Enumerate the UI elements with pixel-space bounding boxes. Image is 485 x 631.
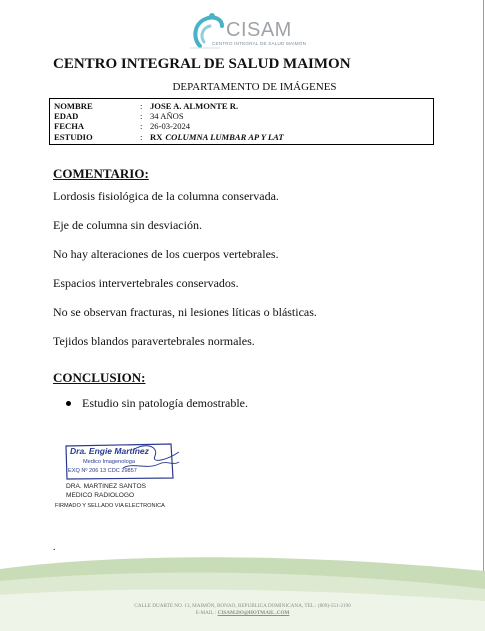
info-row-age [54, 111, 429, 121]
comment-line: No se observan fracturas, ni lesiones líticas o blásticas. [53, 305, 317, 319]
comment-line: Eje de columna sin desviación. [53, 218, 202, 232]
conclusion-text: Estudio sin patología demostrable. [82, 396, 248, 410]
comment-line: Tejidos blandos paravertebrales normales. [53, 334, 255, 348]
info-value: 26-03-2024 [150, 121, 191, 132]
patient-info-box [49, 98, 434, 145]
stamp-role: Medico Imagenologa [83, 459, 135, 465]
footer-email-line [0, 610, 485, 616]
bullet-icon [66, 401, 71, 406]
comment-line: No hay alteraciones de los cuerpos vertebrales. [53, 247, 279, 261]
logo-name: CISAM [226, 19, 292, 41]
footer-email-link[interactable]: CISAM.DO@HOTMAIL .COM [217, 610, 290, 616]
footer-email-label: E-MAIL : [195, 610, 217, 616]
footer-wave-decoration [0, 555, 485, 631]
conclusion-list-item [66, 396, 248, 411]
doctor-block [66, 482, 146, 500]
footer-address: CALLE DUARTE NO. 13, MAIMÓN, BONAO, REPUBLICA DOMINICANA, TEL.: (809)-551-2190 [134, 603, 351, 609]
info-row-date [54, 121, 429, 131]
info-value-prefix: RX [150, 131, 163, 142]
stamp-exequatur: EXQ Nº 206 13 CDC 29857 [68, 468, 137, 474]
info-row-study [54, 132, 429, 142]
doctor-stamp [63, 440, 183, 482]
doctor-title: MEDICO RADIOLOGO [66, 492, 135, 499]
info-row-name [54, 101, 429, 111]
info-label: FECHA [54, 121, 85, 132]
info-colon: : [140, 111, 143, 122]
info-label: ESTUDIO [54, 131, 93, 142]
info-value: JOSE A. ALMONTE R. [150, 101, 239, 111]
doctor-name: DRA. MARTINEZ SANTOS [66, 483, 146, 490]
cisam-logo [186, 8, 306, 54]
center-name: CENTRO INTEGRAL DE SALUD MAIMON [53, 56, 351, 72]
info-label: EDAD [54, 111, 79, 122]
comment-line: Lordosis fisiológica de la columna conservada. [53, 189, 279, 203]
department-title: DEPARTAMENTO DE IMÁGENES [172, 81, 337, 93]
stamp-name: Dra. Engie Martinez [70, 446, 149, 456]
logo-subtitle: CENTRO INTEGRAL DE SALUD MAIMON [212, 41, 307, 46]
conclusion-title: CONCLUSION: [53, 370, 146, 385]
signed-note: FIRMADO Y SELLADO VIA ELECTRONICA [55, 503, 165, 509]
comment-line: Espacios intervertebrales conservados. [53, 276, 239, 290]
info-value: COLUMNA LUMBAR AP Y LAT [165, 131, 284, 142]
info-colon: : [140, 131, 143, 142]
info-colon: : [140, 121, 143, 132]
info-value: 34 AÑOS [150, 111, 184, 122]
info-label: NOMBRE [54, 101, 93, 111]
trailing-mark: . [53, 542, 56, 553]
info-colon: : [140, 101, 143, 111]
comment-title: COMENTARIO: [53, 166, 149, 181]
